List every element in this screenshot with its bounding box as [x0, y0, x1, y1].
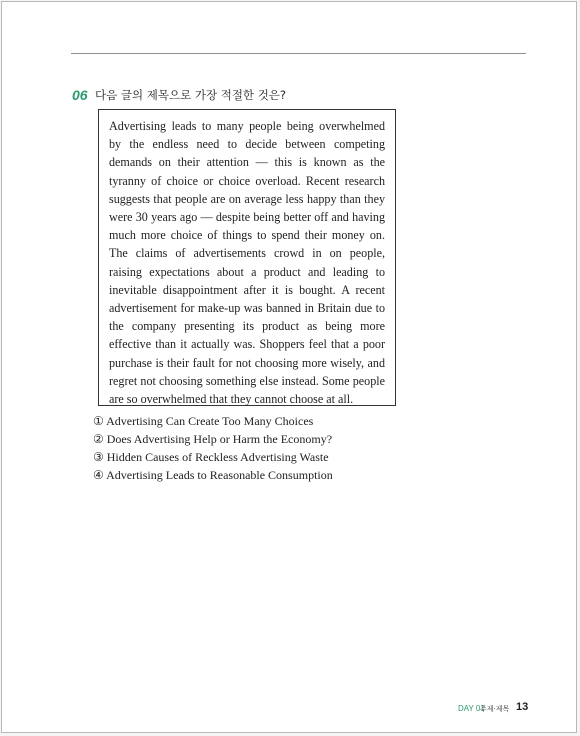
page-number: 13 — [516, 701, 529, 713]
footer-topic-label: 주제·제목 — [480, 705, 510, 713]
workbook-page — [1, 1, 577, 733]
passage-text: Advertising leads to many people being overwhelmed by the endless need to decide between competing demands on their attention — this is known as the tyranny of choice or choice overload. Recent research suggests that people are on average less happy than they were 30 years ago — despite being better off and having much more choice of things to spend their money on. The claims of advertisements crowd in on people, raising expectations about a product and leading to inevitable disappointment after it is bought. A recent advertisement for make-up was banned in Britain due to the company presenting its product as being more effective than it actually was. Shoppers feel that a poor purchase is their fault for not choosing more wisely, and regret not choosing something else instead. Some people are so overwhelmed that they cannot choose at all. — [109, 119, 385, 407]
question-number: 06 — [72, 87, 88, 103]
passage-box — [98, 109, 396, 406]
question-prompt: 다음 글의 제목으로 가장 적절한 것은? — [95, 88, 287, 102]
answer-choice-4[interactable]: ④ Advertising Leads to Reasonable Consumption — [93, 468, 333, 482]
header-rule — [71, 53, 526, 54]
footer-day-label: DAY 01 — [458, 704, 485, 713]
answer-choice-1[interactable]: ① Advertising Can Create Too Many Choices — [93, 414, 314, 428]
answer-choice-2[interactable]: ② Does Advertising Help or Harm the Economy? — [93, 432, 333, 446]
answer-choice-3[interactable]: ③ Hidden Causes of Reckless Advertising Waste — [93, 450, 329, 464]
answer-choices — [93, 412, 333, 484]
